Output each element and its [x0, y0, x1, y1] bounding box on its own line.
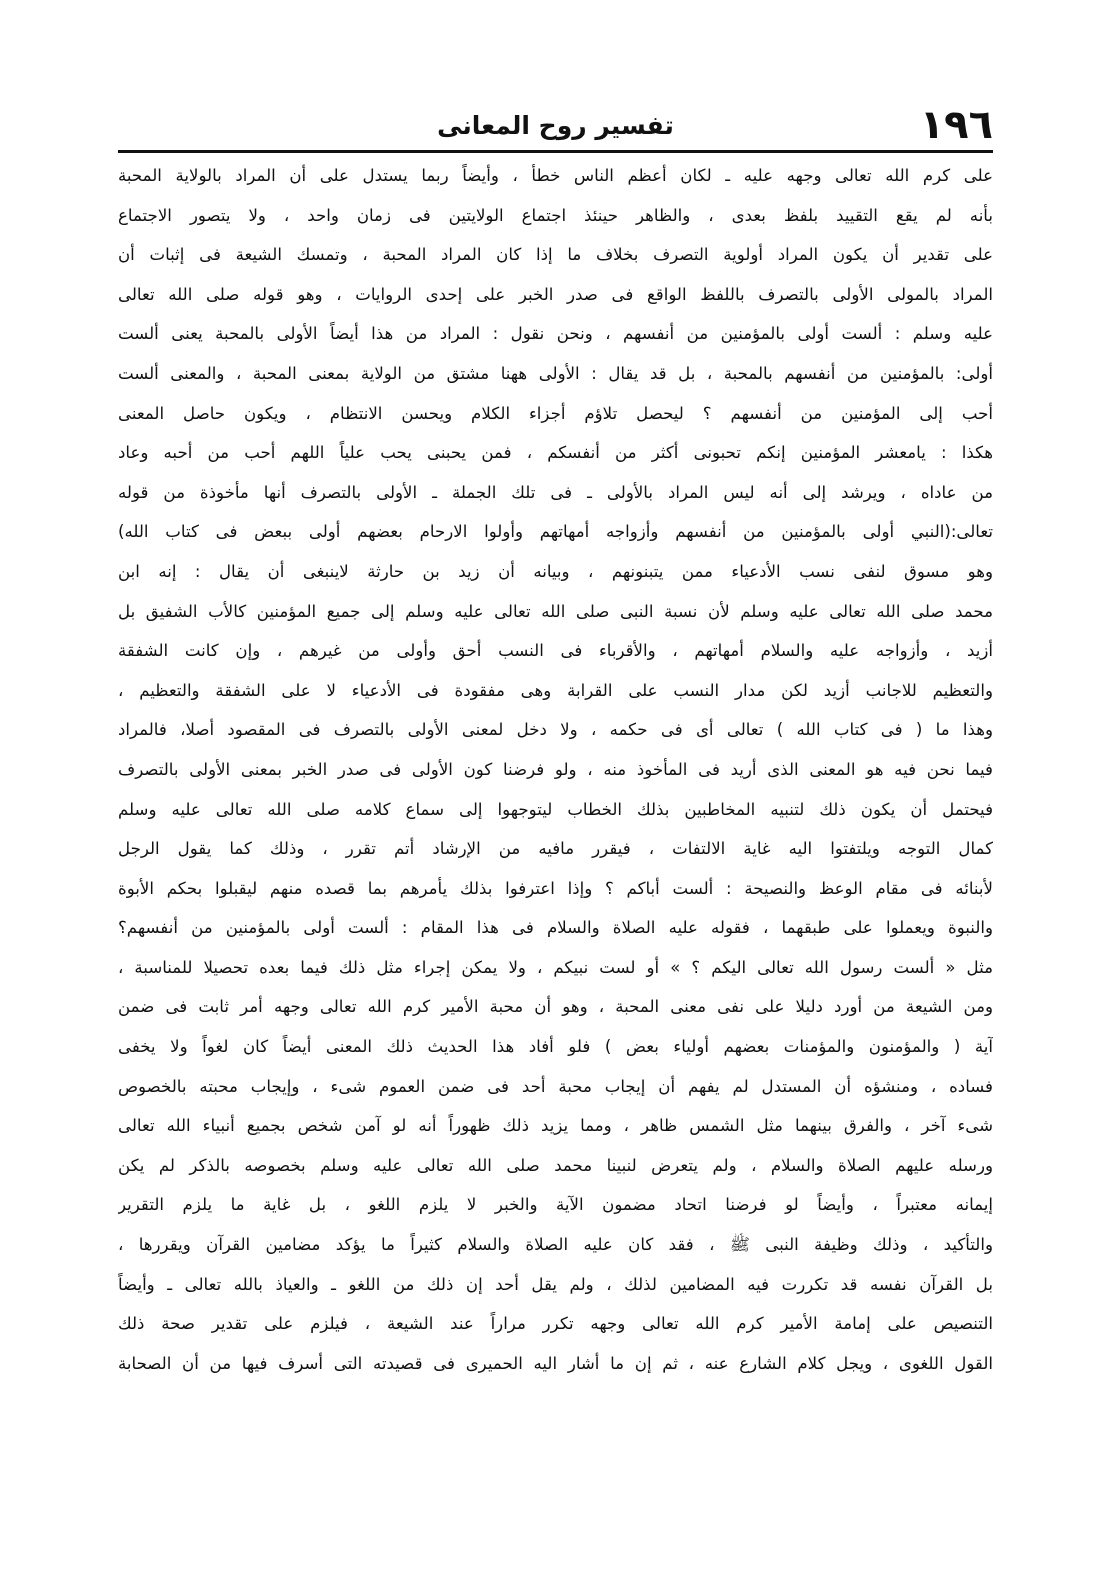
page-number: ١٩٦	[919, 102, 993, 148]
text-line: شىء آخر ، والفرق بينهما مثل الشمس ظاهر ، ومما يزيد ذلك ظهوراً أنه لو آمن شخص بجميع أنبياء الله تعالى	[118, 1116, 993, 1136]
text-line: لأبنائه فى مقام الوعظ والنصيحة : ألست أباكم ؟ وإذا اعترفوا بذلك يأمرهم بما قصده منهم ليقبلوا بحكم الأبوة	[118, 878, 993, 898]
text-line: تعالى:(النبي أولى بالمؤمنين من أنفسهم وأزواجه أمهاتهم وأولوا الارحام بعضهم أولى ببعض فى كتاب الله)	[118, 522, 993, 542]
text-line: أولى: بالمؤمنين من أنفسهم بالمحبة ، بل قد يقال : الأولى ههنا مشتق من الولاية بمعنى المحبة ، والمعنى ألست	[118, 363, 993, 383]
text-line: على تقدير أن يكون المراد أولوية التصرف بخلاف ما إذا كان المراد المحبة ، وتمسك الشيعة فى إثبات أن	[118, 245, 993, 265]
text-line: والتأكيد ، وذلك وظيفة النبى ﷺ ، فقد كان عليه الصلاة والسلام كثيراً ما يؤكد مضامين القرآن ويقررها ،	[118, 1235, 993, 1255]
text-line: وهذا ما ( فى كتاب الله ) تعالى أى فى حكمه ، ولا دخل لمعنى الأولى بالتصرف فى المقصود أصلا، فالمراد	[118, 720, 993, 740]
text-line: هكذا : يامعشر المؤمنين إنكم تحبونى أكثر من أنفسكم ، فمن يحبنى يحب علياً اللهم أحب من أحبه وعاد	[118, 443, 993, 463]
text-line: مثل « ألست رسول الله تعالى اليكم ؟ » أو لست نبيكم ، ولا يمكن إجراء مثل ذلك فيما بعده تحصيلا للمناسبة ،	[118, 957, 993, 977]
text-line: بأنه لم يقع التقييد بلفظ بعدى ، والظاهر حينئذ اجتماع الولايتين فى زمان واحد ، ولا يتصور الاجتماع	[118, 205, 993, 225]
text-line: أحب إلى المؤمنين من أنفسهم ؟ ليحصل تلاؤم أجزاء الكلام ويحسن الانتظام ، ويكون حاصل المعنى	[118, 403, 993, 423]
text-line: المراد بالمولى الأولى بالتصرف باللفظ الواقع فى صدر الخبر على إحدى الروايات ، وهو قوله صلى الله تعالى	[118, 284, 993, 304]
text-line: والنبوة ويعملوا على طبقهما ، فقوله عليه الصلاة والسلام فى هذا المقام : ألست أولى بالمؤمنين من أنفسهم؟	[118, 918, 993, 938]
text-line: فيما نحن فيه هو المعنى الذى أريد فى المأخوذ منه ، ولو فرضنا كون الأولى فى صدر الخبر بمعنى الأولى بالتصرف	[118, 759, 993, 779]
page-header	[118, 100, 993, 156]
text-line: إيمانه معتبراً ، وأيضاً لو فرضنا اتحاد مضمون الآية والخبر لا يلزم اللغو ، بل غاية ما يلزم التقرير	[118, 1195, 993, 1215]
body-text	[118, 156, 993, 1383]
text-line: التنصيص على إمامة الأمير كرم الله تعالى وجهه تكرر مراراً عند الشيعة ، فيلزم على تقدير صحة ذلك	[118, 1314, 993, 1334]
text-line: محمد صلى الله تعالى عليه وسلم لأن نسبة النبى صلى الله تعالى عليه وسلم إلى جميع المؤمنين كالأب الشفيق بل	[118, 601, 993, 621]
text-line: والتعظيم للاجانب أزيد لكن مدار النسب على القرابة وهى مفقودة فى الأدعياء لا على الشفقة والتعظيم ،	[118, 680, 993, 700]
text-line: وهو مسوق لنفى نسب الأدعياء ممن يتبنونهم ، وبيانه أن زيد بن حارثة لاينبغى أن يقال : إنه ابن	[118, 561, 993, 581]
running-title: تفسير روح المعانى	[437, 111, 674, 140]
header-divider	[118, 150, 993, 153]
text-line: عليه وسلم : ألست أولى بالمؤمنين من أنفسهم ، ونحن نقول : المراد من هذا أيضاً الأولى بالمحبة يعنى ألست	[118, 324, 993, 344]
text-line: فيحتمل أن يكون ذلك لتنبيه المخاطبين بذلك الخطاب ليتوجهوا إلى سماع كلامه صلى الله تعالى عليه وسلم	[118, 799, 993, 819]
text-line: آية ( والمؤمنون والمؤمنات بعضهم أولياء بعض ) فلو أفاد هذا الحديث ذلك المعنى أيضاً كان لغواً ولا يخفى	[118, 1037, 993, 1057]
text-line: كمال التوجه ويلتفتوا اليه غاية الالتفات ، فيقرر مافيه من الإرشاد أتم تقرر ، وذلك كما يقول الرجل	[118, 839, 993, 859]
text-line: ومن الشيعة من أورد دليلا على نفى معنى المحبة ، وهو أن محبة الأمير كرم الله تعالى وجهه أمر ثابت فى ضمن	[118, 997, 993, 1017]
text-line: القول اللغوى ، ويجل كلام الشارع عنه ، ثم إن ما أشار اليه الحميرى فى قصيدته التى أسرف فيها من أن الصحابة	[118, 1353, 993, 1373]
text-line: على كرم الله تعالى وجهه عليه ـ لكان أعظم الناس خطأ ، وأيضاً ربما يستدل على أن المراد بالولاية المحبة	[118, 166, 993, 185]
text-line: بل القرآن نفسه قد تكررت فيه المضامين لذلك ، ولم يقل أحد إن ذلك من اللغو ـ والعياذ بالله تعالى ـ وأيضاً	[118, 1274, 993, 1294]
text-line: أزيد ، وأزواجه عليه والسلام أمهاتهم ، والأقرباء فى النسب أحق وأولى من غيرهم ، وإن كانت الشفقة	[118, 641, 993, 661]
text-line: فساده ، ومنشؤه أن المستدل لم يفهم أن إيجاب محبة أحد فى ضمن العموم شىء ، وإيجاب محبته بالخصوص	[118, 1076, 993, 1096]
text-line: من عاداه ، ويرشد إلى أنه ليس المراد بالأولى ـ فى تلك الجملة ـ الأولى بالتصرف أنها مأخوذة من قوله	[118, 482, 993, 502]
text-line: ورسله عليهم الصلاة والسلام ، ولم يتعرض لنبينا محمد صلى الله تعالى عليه وسلم بخصوصه بالذكر لم يكن	[118, 1155, 993, 1175]
